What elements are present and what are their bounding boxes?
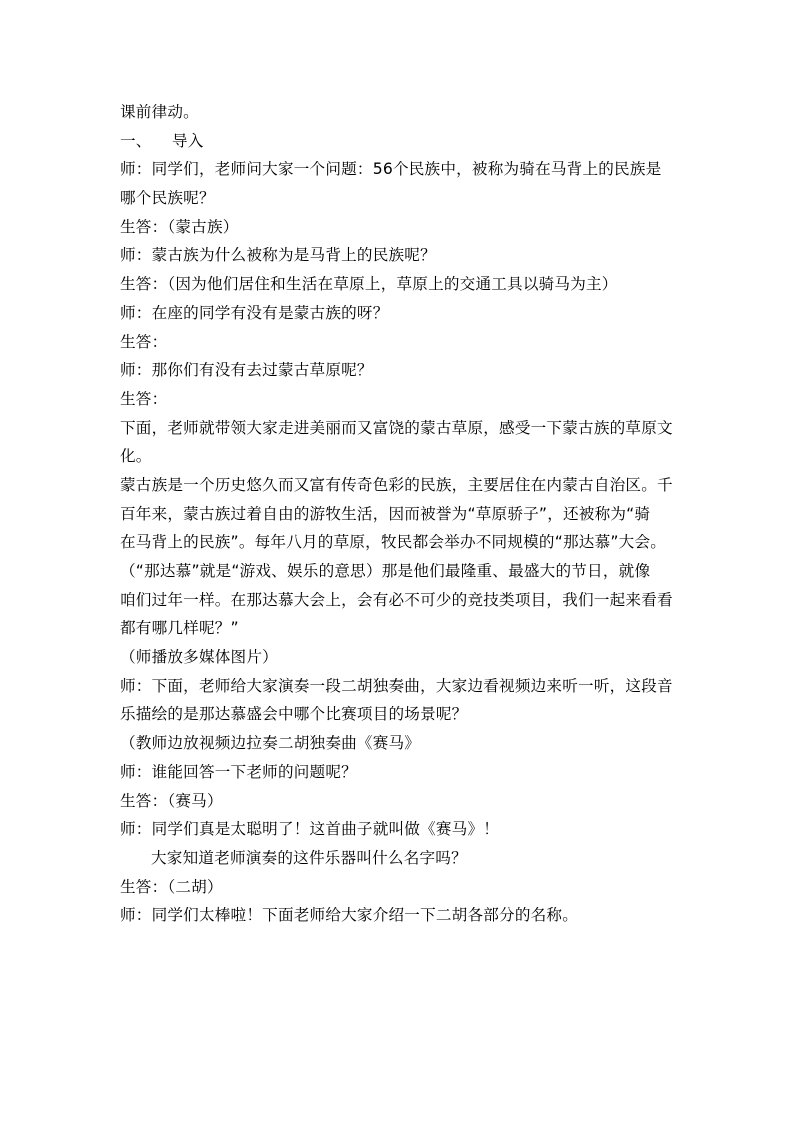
text-line: 乐描绘的是那达慕盛会中哪个比赛项目的场景呢？ [120, 705, 468, 724]
text-line: 下面，老师就带领大家走进美丽而又富饶的蒙古草原，感受一下蒙古族的草原文 [120, 418, 673, 437]
text-line: 化。 [120, 447, 152, 466]
text-line: 师：同学们，老师问大家一个问题：56个民族中，被称为骑在马背上的民族是 [120, 160, 662, 179]
text-line-warmup: 课前律动。 [120, 103, 199, 121]
document-body [120, 98, 680, 930]
section-heading [120, 127, 680, 156]
text-line: 生答： [120, 332, 168, 351]
text-line: 生答：（二胡） [120, 877, 223, 896]
text-line: 师：同学们真是太聪明了！这首曲子就叫做《赛马》！ [120, 820, 500, 839]
text-line: （“那达慕”就是“游戏、娱乐的意思）那是他们最隆重、最盛大的节日，就像 [120, 562, 651, 580]
text-line: 蒙古族是一个历史悠久而又富有传奇色彩的民族，主要居住在内蒙古自治区。千 [120, 475, 673, 494]
text-line: 咱们过年一样。在那达慕大会上，会有必不可少的竞技类项目，我们一起来看看 [120, 590, 673, 609]
text-line: 生答： [120, 389, 168, 408]
text-line: 师：同学们太棒啦！下面老师给大家介绍一下二胡各部分的名称。 [120, 906, 579, 925]
text-line: 师：那你们有没有去过蒙古草原呢？ [120, 361, 373, 380]
text-line: （教师边放视频边拉奏二胡独奏曲《赛马》 [120, 734, 421, 753]
text-line: 师：在座的同学有没有是蒙古族的呀？ [120, 303, 389, 322]
text-line: 哪个民族呢？ [120, 189, 215, 208]
text-line: 在马背上的民族”。每年八月的草原，牧民都会举办不同规模的“那达慕”大会。 [120, 533, 667, 552]
text-line-indented: 大家知道老师演奏的这件乐器叫什么名字吗？ [151, 848, 467, 867]
section-title: 导入 [172, 131, 204, 150]
text-line: 生答：（赛马） [120, 791, 223, 810]
section-number: 一、 [120, 131, 152, 150]
text-line: 百年来，蒙古族过着自由的游牧生活，因而被誉为“草原骄子”，还被称为“骑 [120, 504, 651, 523]
text-line: 师：蒙古族为什么被称为是马背上的民族呢？ [120, 246, 436, 265]
text-line: （师播放多媒体图片） [120, 648, 278, 667]
text-line: 师：谁能回答一下老师的问题呢？ [120, 762, 357, 781]
text-line: 都有哪几样呢？” [120, 619, 239, 638]
text-line: 生答：（因为他们居住和生活在草原上，草原上的交通工具以骑马为主） [120, 275, 618, 294]
text-line: 师：下面，老师给大家演奏一段二胡独奏曲，大家边看视频边来听一听，这段音 [120, 676, 673, 695]
text-line: 生答：（蒙古族） [120, 217, 239, 236]
